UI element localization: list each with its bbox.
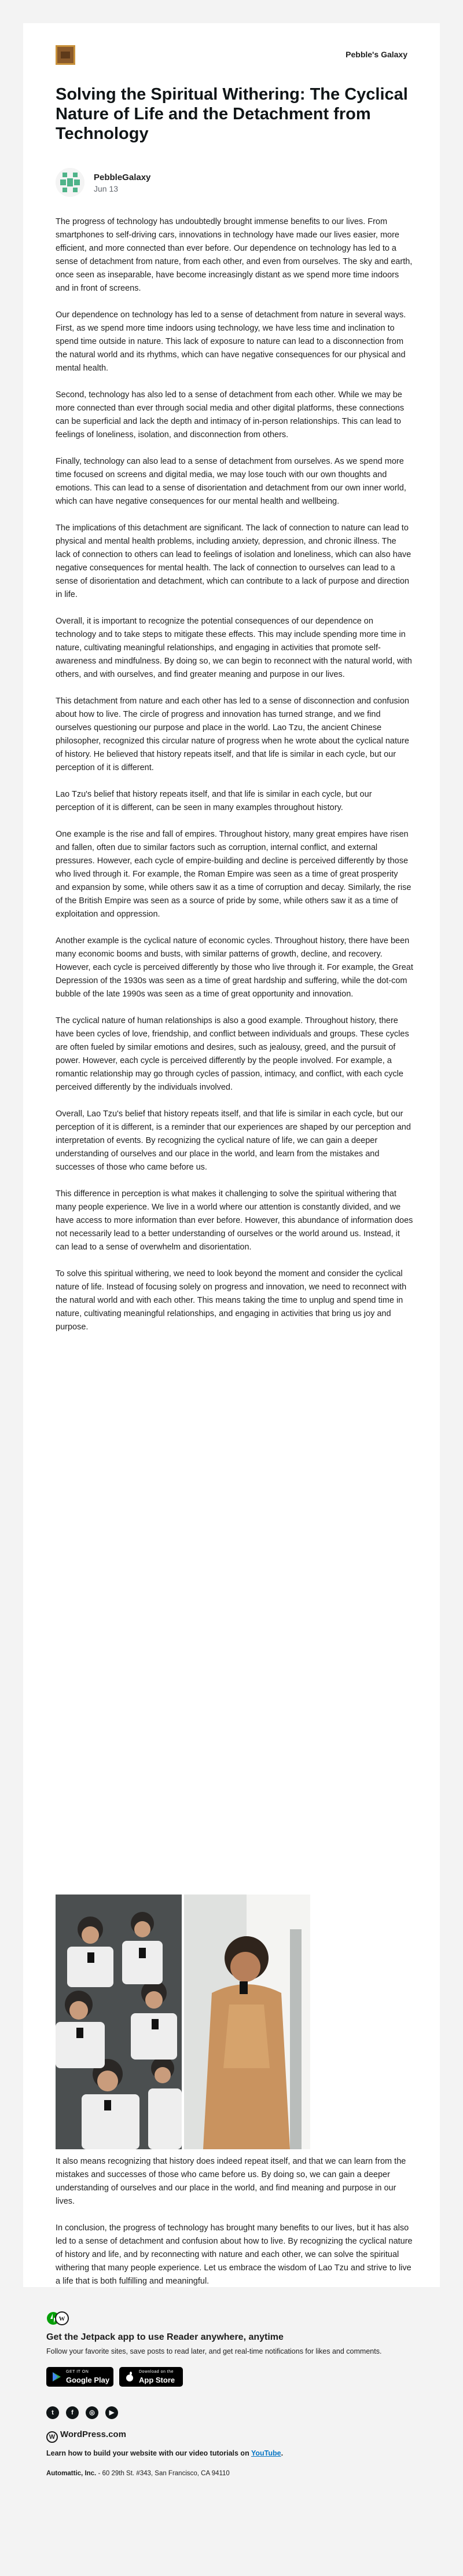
post-body-closing bbox=[56, 2155, 413, 2287]
paragraph: One example is the rise and fall of empires. Throughout history, many great empires have risen and fallen, often due to similar factors such as corruption, internal conflict, and external pressures. However, each cycle of empire-building and decline is perceived differently by those who lived through it. For example, the Roman Empire was seen as a time of great prosperity and expansion by some, while others saw it as a time of corruption and decay. Similarly, the rise of the British Empire was seen as a source of pride by some, while others saw it as a time of exploitation and oppression. bbox=[56, 830, 411, 919]
paragraph: Lao Tzu's belief that history repeats itself, and that life is similar in each cycle, but our perception of it is different, can be seen in many examples throughout history. bbox=[56, 790, 372, 812]
jetpack-app-title: Get the Jetpack app to use Reader anywhere, anytime bbox=[46, 2332, 284, 2342]
paragraph: In conclusion, the progress of technology has brought many benefits to our lives, but it has also led to a sense of detachment and confusion about how to live. By recognizing the cyclical nature of history and life, and by reconnecting with nature and each other, we can solve the spiritual withering that many people experience. Let us embrace the wisdom of Lao Tzu and strive to live a life that is both fulfilling and meaningful. bbox=[56, 2223, 413, 2286]
apple-icon bbox=[124, 2372, 135, 2382]
site-icon[interactable] bbox=[56, 45, 75, 65]
post-date: Jun 13 bbox=[94, 184, 119, 193]
paragraph: Our dependence on technology has led to a sense of detachment from nature in several ways. First, as we spend more time indoors using technology, we have less time and inclination to spend time outside in nature. This lack of exposure to nature can lead to a disconnection from the natural world and its rhythms, which can have negative consequences for our physical and mental health. bbox=[56, 310, 406, 373]
site-name[interactable]: Pebble's Galaxy bbox=[346, 50, 407, 59]
author-name[interactable]: PebbleGalaxy bbox=[94, 173, 151, 182]
twitter-icon[interactable]: t bbox=[46, 2406, 59, 2419]
author-block bbox=[56, 168, 287, 200]
paragraph: Another example is the cyclical nature of economic cycles. Throughout history, there have been many economic booms and busts, with similar patterns of growth, decline, and recovery. However, each cycle is perceived differently by those who live through it. For example, the Great Depression of the 1930s was seen as a time of great hardship and suffering, while the dot-com bubble of the late 1990s was seen as a time of great opportunity and innovation. bbox=[56, 936, 413, 999]
author-avatar[interactable] bbox=[56, 168, 84, 197]
wordpress-logo-text: WordPress.com bbox=[60, 2430, 126, 2439]
company-address bbox=[46, 2470, 230, 2477]
paragraph: Second, technology has also led to a sense of detachment from each other. While we may be more connected than ever through social media and other digital platforms, these connections can be superficial and lack the depth and intimacy of in-person relationships. This can lead to feelings of loneliness, isolation, and disconnection from others. bbox=[56, 390, 405, 439]
paragraph: Finally, technology can also lead to a sense of detachment from ourselves. As we spend more time focused on screens and digital media, we may lose touch with our own thoughts and emotions. This can lead to a sense of disorientation and detachment from our own inner world, which can have negative consequences for our mental health and wellbeing. bbox=[56, 457, 406, 506]
people-with-phones-image bbox=[56, 1895, 310, 2149]
jetpack-wordpress-icon[interactable] bbox=[46, 2310, 69, 2326]
post-body bbox=[56, 215, 413, 1347]
learn-text-body: Learn how to build your website with our video tutorials on bbox=[46, 2449, 251, 2457]
post-image bbox=[56, 1895, 310, 2149]
paragraph: This difference in perception is what makes it challenging to solve the spiritual withering that many people experience. We live in a world where our attention is constantly divided, and we have access to more information than ever before. However, this abundance of information does not necessarily lead to a better understanding of ourselves or the world around us. Instead, it can lead to a sense of overwhelm and disorientation. bbox=[56, 1189, 413, 1252]
app-store-button[interactable] bbox=[119, 2367, 183, 2387]
app-store-label: App Store bbox=[139, 2376, 175, 2384]
learn-text bbox=[46, 2449, 283, 2457]
svg-text:W: W bbox=[58, 2315, 65, 2322]
google-play-label: Google Play bbox=[66, 2376, 110, 2384]
paragraph: To solve this spiritual withering, we need to look beyond the moment and consider the cyclical nature of life. Instead of focusing solely on progress and innovation, we need to reconnect with the natural world and with each other. This means taking the time to unplug and spend time in nature, cultivating meaningful relationships, and engaging in activities that bring us joy and purpose. bbox=[56, 1269, 407, 1332]
post-title[interactable]: Solving the Spiritual Withering: The Cyclical Nature of Life and the Detachment from Technology bbox=[56, 85, 408, 143]
wordpress-logo[interactable] bbox=[46, 2430, 126, 2443]
wordpress-icon: W bbox=[46, 2431, 58, 2443]
google-play-icon bbox=[52, 2372, 62, 2382]
address-text: - 60 29th St. #343, San Francisco, CA 94110 bbox=[96, 2470, 230, 2477]
identicon-icon bbox=[56, 168, 84, 197]
google-play-small: GET IT ON bbox=[66, 2370, 89, 2374]
youtube-icon[interactable]: ▶ bbox=[105, 2406, 118, 2419]
email-card bbox=[23, 23, 440, 2287]
paragraph: Overall, Lao Tzu's belief that history repeats itself, and that life is similar in each cycle, but our perception of it is different, is a reminder that our experiences are shaped by our perception and interpretation of events. By recognizing the cyclical nature of life, we can gain a deeper understanding of ourselves and our place in the world, and learn from the mistakes and successes of those who came before us. bbox=[56, 1109, 411, 1172]
paragraph: The progress of technology has undoubtedly brought immense benefits to our lives. From smartphones to self-driving cars, innovations in technology have made our lives easier, more efficient, and more connected than ever before. Our dependence on technology has led to a sense of detachment from nature, from each other, and even from ourselves. The sky and earth, once seen as inseparable, have become increasingly distant as we spend more time indoors and in front of screens. bbox=[56, 217, 413, 293]
app-store-small: Download on the bbox=[139, 2370, 174, 2374]
youtube-link[interactable]: YouTube bbox=[251, 2449, 281, 2457]
google-play-button[interactable] bbox=[46, 2367, 113, 2387]
company-name: Automattic, Inc. bbox=[46, 2470, 97, 2477]
paragraph: The implications of this detachment are significant. The lack of connection to nature can lead to physical and mental health problems, including anxiety, depression, and chronic illness. The lack of connection to others can lead to feelings of isolation and loneliness, which can also have negative consequences for mental health. The lack of connection to ourselves can lead to a sense of disorientation and detachment, which can contribute to a lack of purpose and direction in life. bbox=[56, 523, 411, 599]
paragraph: The cyclical nature of human relationships is also a good example. Throughout history, there have been cycles of love, friendship, and conflict between individuals and groups. These cycles are often fueled by similar emotions and desires, such as jealousy, greed, and the pursuit of power. However, each cycle is perceived differently by the people involved. For example, a romantic relationship may go through cycles of passion, intimacy, and conflict, with each cycle perceived differently by the individuals involved. bbox=[56, 1016, 409, 1092]
facebook-icon[interactable]: f bbox=[66, 2406, 79, 2419]
paragraph: This detachment from nature and each other has led to a sense of disconnection and confusion about how to live. The circle of progress and innovation has turned strange, and we find ourselves questioning our purpose and place in the world. Lao Tzu, the ancient Chinese philosopher, recognized this circular nature of progress when he wrote about the cyclical nature of history. He believed that history repeats itself, and that life is similar in each cycle, but our perception of it is different. bbox=[56, 697, 409, 772]
paragraph: Overall, it is important to recognize the potential consequences of our dependence on technology and to take steps to mitigate these effects. This may include spending more time in nature, cultivating meaningful relationships, and engaging in activities that promote self-awareness and mindfulness. By doing so, we can begin to reconnect with the natural world, with others, and with ourselves, and find greater meaning and purpose in our lives. bbox=[56, 617, 412, 679]
learn-text-end: . bbox=[281, 2449, 284, 2457]
instagram-icon[interactable]: ◎ bbox=[86, 2406, 98, 2419]
paragraph: It also means recognizing that history does indeed repeat itself, and that we can learn from the mistakes and successes of those who came before us. By doing so, we can gain a deeper understanding of ourselves and our place in the world, and find meaning and purpose in our lives. bbox=[56, 2157, 406, 2206]
jetpack-app-subtitle: Follow your favorite sites, save posts to read later, and get real-time notifications for likes and comments. bbox=[46, 2347, 382, 2355]
email-header bbox=[56, 45, 407, 68]
